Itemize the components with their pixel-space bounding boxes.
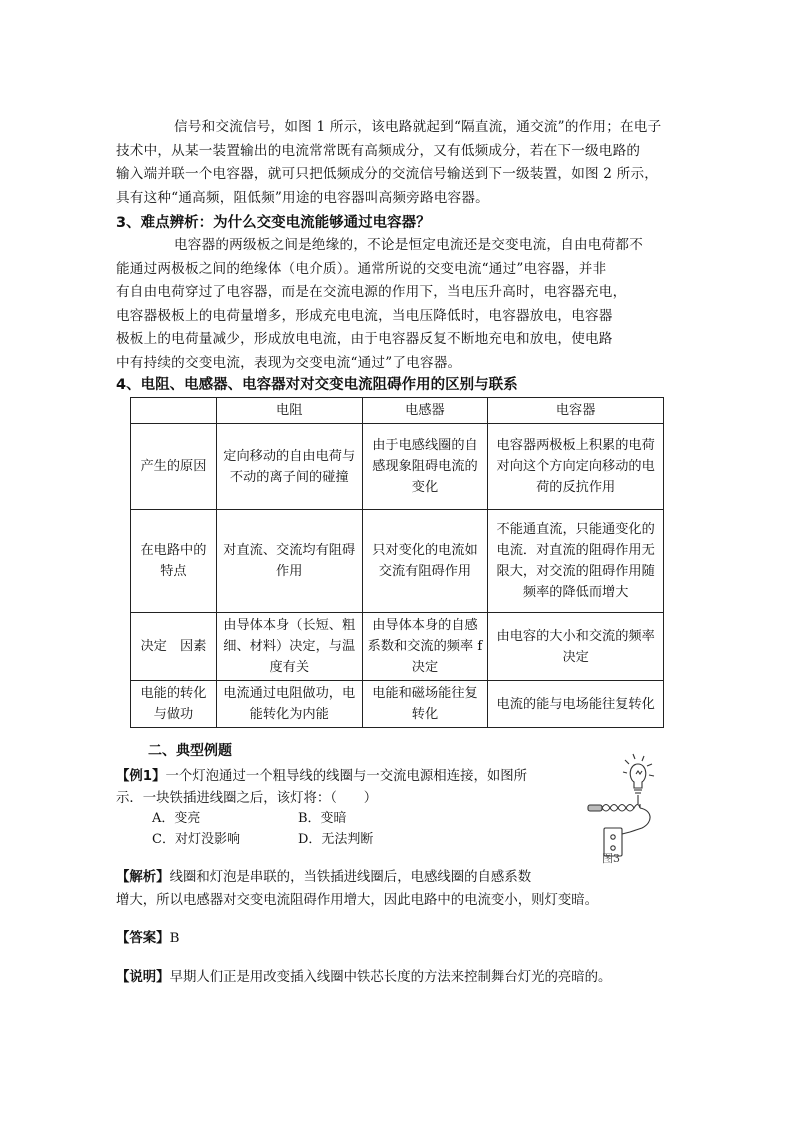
- text-line: 电容器极板上的电荷量增多，形成充电电流，当电压降低时，电容器放电，电容器: [116, 307, 613, 324]
- option-b: B．变暗: [298, 811, 347, 826]
- table-header-cell: 电阻: [216, 398, 362, 424]
- comparison-table: [130, 397, 664, 728]
- text-line: 电容器的两级板之间是绝缘的，不论是恒定电流还是交变电流，自由电荷都不: [174, 237, 643, 253]
- text-line: 输入端并联一个电容器，就可只把低频成分的交流信号输送到下一级装置，如图 2 所示，: [116, 166, 659, 182]
- table-cell: 电流的能与电场能往复转化: [488, 681, 664, 728]
- table-row: [131, 681, 664, 728]
- text-line: 中有持续的交变电流，表现为交变电流“通过”了电容器。: [116, 354, 462, 371]
- text-line: 信号和交流信号，如图 1 所示，该电路就起到“隔直流，通交流”的作用；在电子: [174, 119, 662, 135]
- table-row: [131, 424, 664, 510]
- table-cell: 电能和磁场能往复转化: [362, 681, 488, 728]
- analysis-text: 增大，所以电感器对交变电流阻碍作用增大，因此电路中的电流变小，则灯变暗。: [116, 893, 599, 908]
- option-d: D．无法判断: [298, 832, 374, 847]
- table-cell: 对直流、交流均有阻碍作用: [216, 510, 362, 613]
- light-bulb-icon: [623, 754, 654, 793]
- table-cell: 由于电感线圈的自感现象阻碍电流的变化: [362, 424, 488, 510]
- paragraph-capacitor-explanation: [116, 234, 676, 375]
- table-cell: 在电路中的特点: [131, 510, 217, 613]
- text-line: 技术中，从某一装置输出的电流常常既有高频成分，又有低频成分，若在下一级电路的: [116, 142, 641, 159]
- question-text: 示．一块铁插进线圈之后，该灯将：（ ）: [116, 791, 378, 806]
- analysis-text: 线圈和灯泡是串联的，当铁插进线圈后，电感线圈的自感系数: [169, 870, 532, 885]
- bulb-coil-circuit-figure: [582, 752, 662, 867]
- table-cell: 产生的原因: [131, 424, 217, 510]
- heading-difficulty: 3、难点辨析：为什么交变电流能够通过电容器？: [116, 215, 431, 231]
- answer-options: [152, 808, 444, 850]
- table-cell: 只对变化的电流如交流有阻碍作用: [362, 510, 488, 613]
- answer-tag: 【答案】: [116, 931, 170, 946]
- table-cell: 电能的转化与做功: [131, 681, 217, 728]
- note-tag: 【说明】: [116, 970, 170, 985]
- table-header-cell: 电容器: [488, 398, 664, 424]
- answer-value: B: [169, 931, 180, 946]
- text-line: 极板上的电荷量减少，形成放电电流，由于电容器反复不断地充电和放电，使电路: [116, 331, 613, 347]
- paragraph-capacitor-filter: [116, 116, 676, 210]
- table-row: [131, 613, 664, 681]
- table-cell: 电容器两极板上积累的电荷对向这个方向定向移动的电荷的反抗作用: [488, 424, 664, 510]
- table-cell: 由导体本身（长短、粗细、材料）决定，与温度有关: [216, 613, 362, 681]
- example-question: [116, 766, 586, 810]
- table-cell: 电流通过电阻做功，电能转化为内能: [216, 681, 362, 728]
- note-text: 早期人们正是用改变插入线圈中铁芯长度的方法来控制舞台灯光的亮暗的。: [169, 970, 612, 985]
- analysis-block: [116, 866, 676, 912]
- option-c: C．对灯没影响: [152, 832, 240, 847]
- table-header-cell: [131, 398, 217, 424]
- heading-comparison: 4、电阻、电感器、电容器对对交变电流阻碍作用的区别与联系: [116, 377, 518, 393]
- text-line: 有自由电荷穿过了电容器，而是在交流电源的作用下，当电压升高时，电容器充电，: [116, 284, 627, 300]
- answer-block: [116, 927, 676, 950]
- note-block: [116, 966, 676, 989]
- text-line: 具有这种“通高频，阻低频”用途的电容器叫高频旁路电容器。: [116, 189, 489, 206]
- table-cell: 由导体本身的自感系数和交流的频率 f 决定: [362, 613, 488, 681]
- table-cell: 不能通直流，只能通变化的电流．对直流的阻碍作用无限大，对交流的阻碍作用随频率的降低而增大: [488, 510, 664, 613]
- table-cell: 由电容的大小和交流的频率决定: [488, 613, 664, 681]
- figure-caption: 图3: [602, 852, 620, 865]
- coil-icon: [588, 795, 650, 832]
- table-cell: 定向移动的自由电荷与不动的离子间的碰撞: [216, 424, 362, 510]
- table-header-cell: 电感器: [362, 398, 488, 424]
- analysis-tag: 【解析】: [116, 870, 170, 885]
- text-line: 能通过两极板之间的绝缘体（电介质）。通常所说的交变电流“通过”电容器，并非: [116, 260, 607, 277]
- table-header-row: [131, 398, 664, 424]
- question-text: 一个灯泡通过一个粗导线的线圈与一交流电源相连接，如图所: [165, 769, 528, 784]
- table-cell: 决定 因素: [131, 613, 217, 681]
- section-title-examples: 二、典型例题: [148, 743, 232, 759]
- option-a: A．变亮: [152, 811, 201, 826]
- table-row: [131, 510, 664, 613]
- example-tag: 【例1】: [116, 769, 166, 784]
